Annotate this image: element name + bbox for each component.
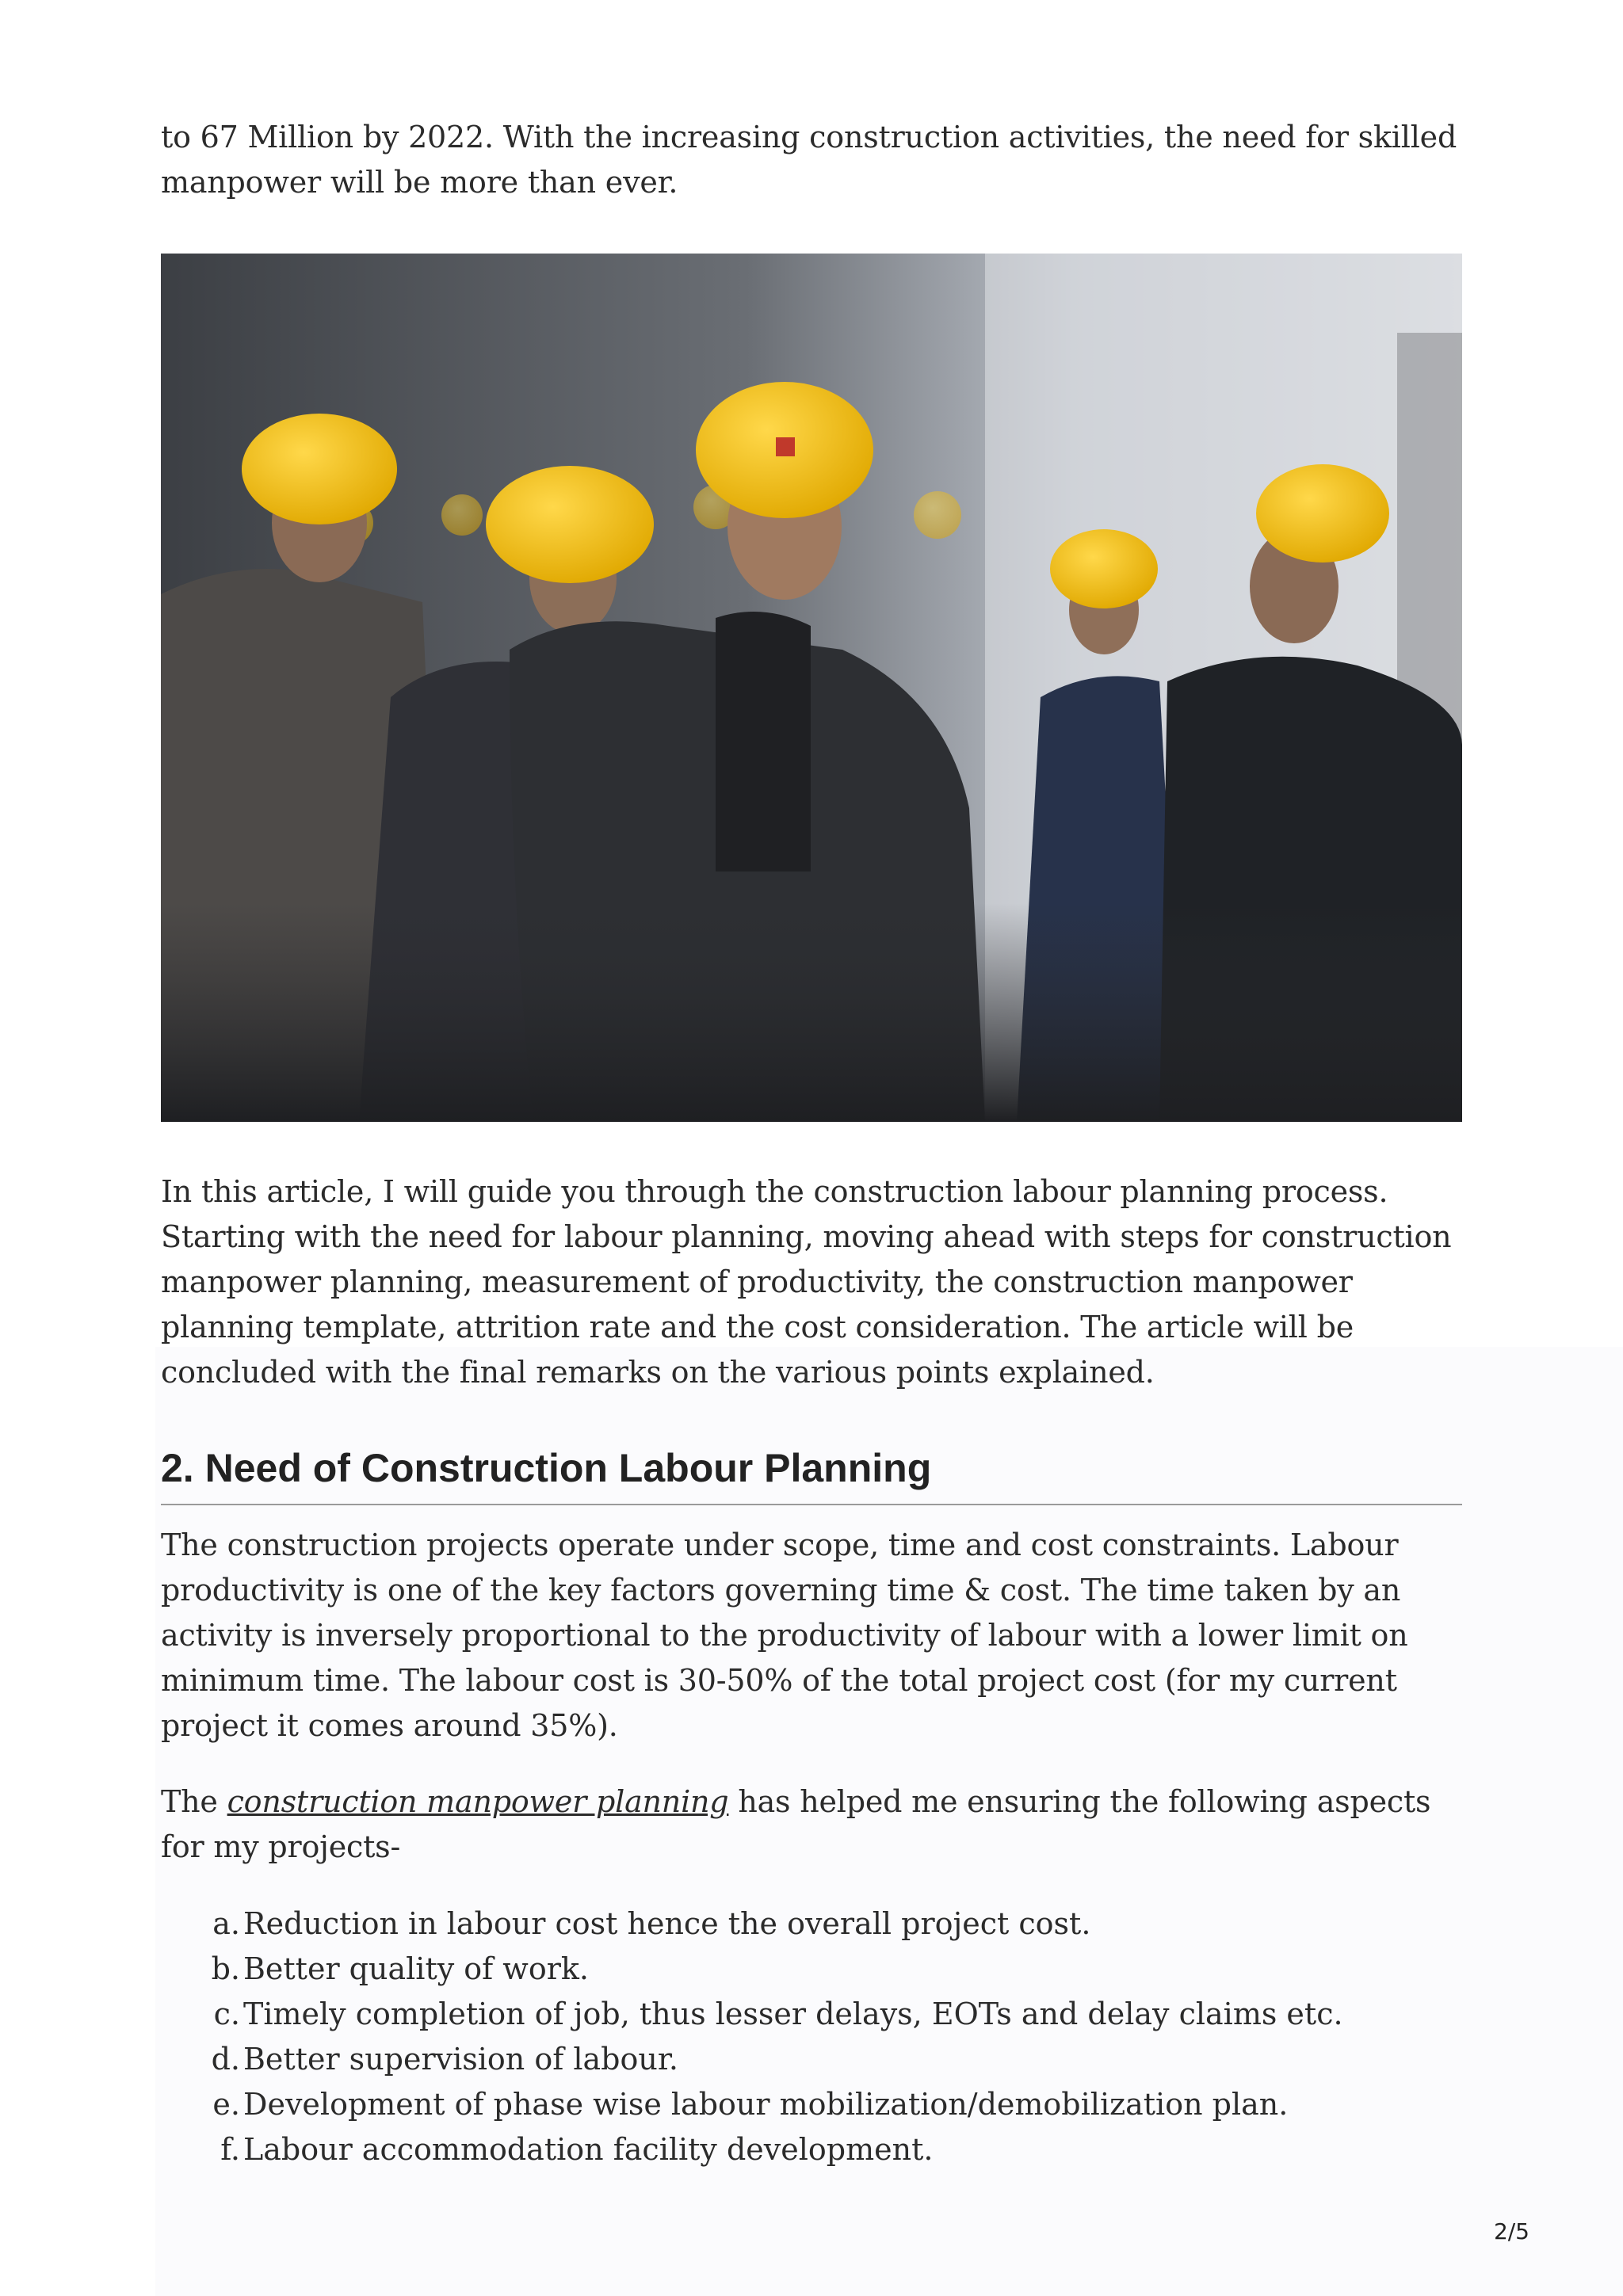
list-item [161,2037,1462,2082]
lead-paragraph [161,1779,1462,1870]
list-item-text: Timely completion of job, thus lesser delays, EOTs and delay claims etc. [243,1997,1343,2031]
list-item [161,2127,1462,2172]
article-overview-paragraph: In this article, I will guide you through the construction labour planning process. Starting with the need for labour planning, moving ahead with steps for construction manpower planning, measurement of productivity, the construction manpower planning template, attrition rate and the cost consideration. The article will be concluded with the final remarks on the various points explained. [161,1174,1452,1390]
manpower-planning-link[interactable]: construction manpower planning [227,1784,729,1819]
lead-prefix: The [161,1784,227,1819]
list-item-text: Better quality of work. [243,1951,589,1986]
list-marker: e. [212,2087,240,2122]
list-item [161,1901,1462,1947]
list-item-text: Labour accommodation facility development. [243,2132,934,2167]
section-heading: 2. Need of Construction Labour Planning [161,1446,932,1490]
lead-suffix: has helped me ensuring the following aspects for my projects- [161,1784,1431,1864]
construction-workers-photo [161,254,1462,1122]
heading-divider [161,1504,1462,1505]
list-item [161,1947,1462,1992]
list-item-text: Development of phase wise labour mobilization/demobilization plan. [243,2087,1289,2122]
section-paragraph: The construction projects operate under scope, time and cost constraints. Labour productivity is one of the key factors governing time & cost. The time taken by an activity is inversely proportional to the productivity of labour with a lower limit on minimum time. The labour cost is 30-50% of the total project cost (for my current project it comes around 35%). [161,1527,1408,1743]
list-item [161,2082,1462,2127]
list-marker: c. [213,1997,240,2031]
page-number: 2/5 [1493,2218,1529,2245]
list-item [161,1992,1462,2037]
list-marker: f. [220,2132,240,2167]
intro-paragraph: to 67 Million by 2022. With the increasing construction activities, the need for skilled manpower will be more than ever. [161,120,1457,200]
list-marker: b. [211,1951,240,1986]
list-item-text: Reduction in labour cost hence the overall project cost. [243,1906,1091,1941]
benefits-list [161,1901,1462,2172]
list-item-text: Better supervision of labour. [243,2042,678,2077]
list-marker: d. [211,2042,240,2077]
list-marker: a. [212,1906,240,1941]
